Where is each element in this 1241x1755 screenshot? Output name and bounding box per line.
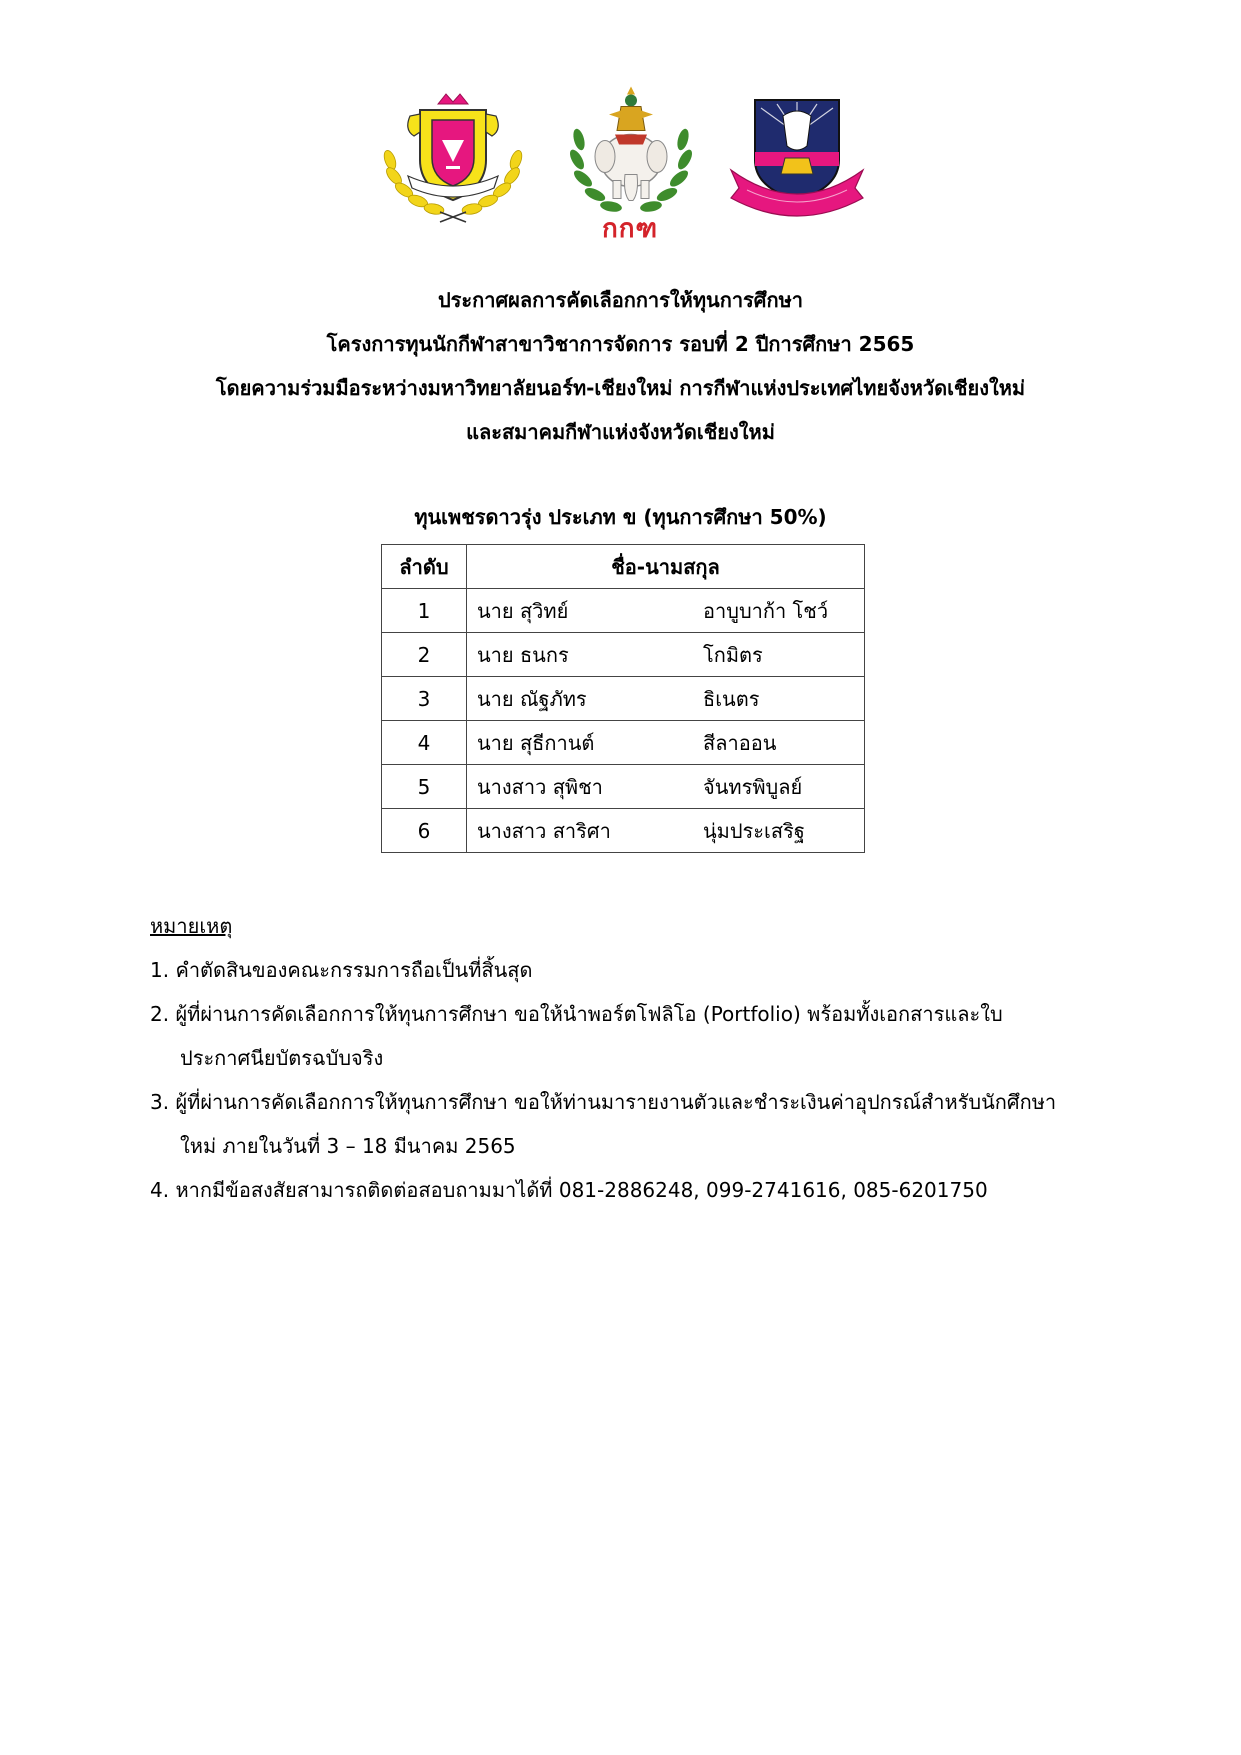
column-header-number: ลำดับ [382, 545, 467, 589]
cooperation-line: โดยความร่วมมือระหว่างมหาวิทยาลัยนอร์ท-เชียงใหม่ การกีฬาแห่งประเทศไทยจังหวัดเชียงใหม่ [215, 376, 1026, 400]
first-name: นางสาว สุพิชา [477, 774, 603, 799]
note-item [150, 992, 1100, 1080]
note-text: 2. ผู้ที่ผ่านการคัดเลือกการให้ทุนการศึกษา ขอให้นำพอร์ตโฟลิโอ (Portfolio) พร้อมทั้งเอกสารและใบ [150, 1002, 1003, 1026]
note-item [150, 1168, 1100, 1212]
table-row [382, 809, 865, 853]
recipients-table [381, 544, 865, 853]
recipient-name [467, 589, 865, 633]
first-name: นาย ธนกร [477, 642, 569, 667]
last-name: สีลาออน [703, 730, 777, 755]
university-crest-logo [380, 90, 526, 225]
recipient-name [467, 809, 865, 853]
notes-title: หมายเหตุ [150, 914, 233, 938]
recipient-name [467, 677, 865, 721]
table-row [382, 721, 865, 765]
notes-section [150, 904, 1100, 1212]
note-text: 4. หากมีข้อสงสัยสามารถติดต่อสอบถามมาได้ที่ 081-2886248, 099-2741616, 085-6201750 [150, 1178, 988, 1202]
scholarship-type-title: ทุนเพชรดาวรุ่ง ประเภท ข (ทุนการศึกษา 50%) [414, 505, 827, 529]
cooperation-line-continued: และสมาคมกีฬาแห่งจังหวัดเชียงใหม่ [466, 420, 775, 444]
table-row [382, 677, 865, 721]
logo-row [0, 72, 1241, 242]
first-name: นาย สุธีกานต์ [477, 730, 595, 755]
last-name: จันทรพิบูลย์ [703, 774, 803, 799]
announcement-title: ประกาศผลการคัดเลือกการให้ทุนการศึกษา [437, 288, 804, 312]
note-item [150, 948, 1100, 992]
row-number: 6 [382, 809, 467, 853]
row-number: 2 [382, 633, 467, 677]
note-item [150, 1080, 1100, 1168]
note-text: 1. คำตัดสินของคณะกรรมการถือเป็นที่สิ้นสุด [150, 958, 533, 982]
sports-association-logo [727, 94, 867, 218]
note-text-continued: ประกาศนียบัตรฉบับจริง [180, 1046, 384, 1070]
last-name: โกมิตร [703, 642, 763, 667]
table-header-row [382, 545, 865, 589]
emblem-caption: กกฑ [601, 214, 659, 244]
note-text: 3. ผู้ที่ผ่านการคัดเลือกการให้ทุนการศึกษา ขอให้ท่านมารายงานตัวและชำระเงินค่าอุปกรณ์สำหรับนักศึกษา [150, 1090, 1057, 1114]
table-row [382, 765, 865, 809]
program-subtitle: โครงการทุนนักกีฬาสาขาวิชาการจัดการ รอบที่ 2 ปีการศึกษา 2565 [326, 332, 915, 356]
first-name: นาย ณัฐภัทร [477, 686, 587, 711]
row-number: 4 [382, 721, 467, 765]
last-name: นุ่มประเสริฐ [703, 818, 805, 843]
recipient-name [467, 765, 865, 809]
column-header-name: ชื่อ-นามสกุล [467, 545, 865, 589]
table-row [382, 589, 865, 633]
row-number: 1 [382, 589, 467, 633]
row-number: 5 [382, 765, 467, 809]
last-name: ธิเนตร [703, 686, 760, 711]
row-number: 3 [382, 677, 467, 721]
recipient-name [467, 721, 865, 765]
recipient-name [467, 633, 865, 677]
first-name: นางสาว สาริศา [477, 818, 611, 843]
note-text-continued: ใหม่ ภายในวันที่ 3 – 18 มีนาคม 2565 [180, 1134, 516, 1158]
last-name: อาบูบาก้า โชว์ [703, 598, 829, 623]
first-name: นาย สุวิทย์ [477, 598, 569, 623]
table-row [382, 633, 865, 677]
